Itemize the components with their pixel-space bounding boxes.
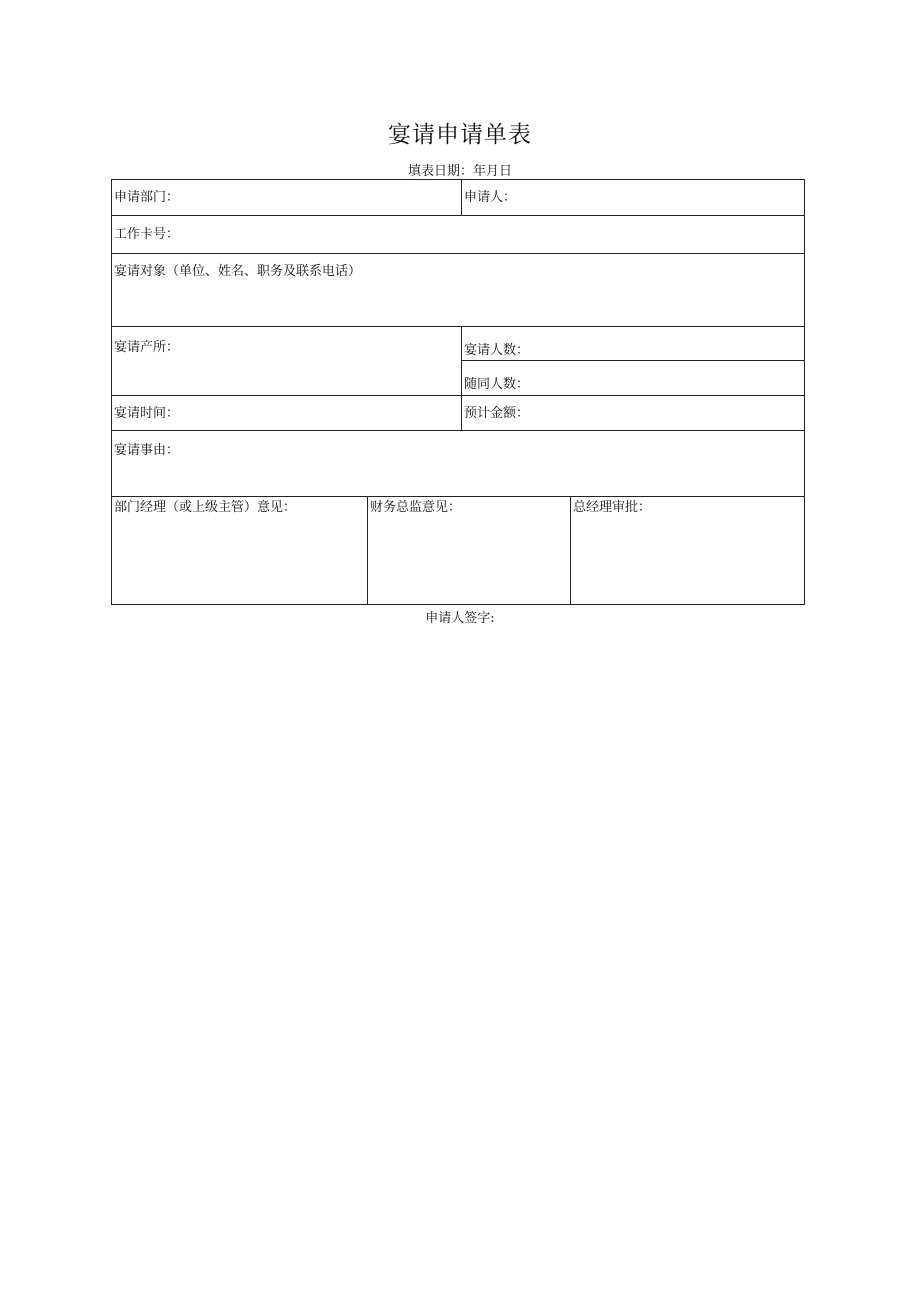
page-title: 宴请申请单表: [388, 122, 532, 148]
department-field[interactable]: 申请部门：: [114, 190, 180, 205]
row-divider: [112, 496, 804, 497]
finance-director-opinion-field[interactable]: 财务总监意见：: [370, 500, 462, 515]
row-divider: [112, 215, 804, 216]
row-divider: [112, 326, 804, 327]
row-divider: [112, 430, 804, 431]
dept-manager-opinion-field[interactable]: 部门经理（或上级主管）意见：: [114, 500, 297, 515]
fill-date-label: 填表日期：年月日: [407, 164, 512, 179]
reason-field[interactable]: 宴请事由：: [114, 443, 180, 458]
application-form-table: [111, 179, 805, 605]
general-manager-approval-field[interactable]: 总经理审批：: [573, 500, 652, 515]
companion-count-field[interactable]: 随同人数：: [464, 377, 530, 392]
venue-field[interactable]: 宴请产所：: [114, 340, 180, 355]
row-divider: [112, 253, 804, 254]
work-card-field[interactable]: 工作卡号：: [114, 227, 180, 242]
estimated-amount-field[interactable]: 预计金额：: [464, 406, 530, 421]
row-divider: [112, 395, 804, 396]
time-field[interactable]: 宴请时间：: [114, 406, 180, 421]
applicant-field[interactable]: 申请人：: [464, 190, 517, 205]
row-divider: [461, 360, 804, 361]
guest-field[interactable]: 宴请对象（单位、姓名、职务及联系电话）: [114, 264, 362, 279]
guest-count-field[interactable]: 宴请人数：: [464, 343, 530, 358]
applicant-signature-label: 申请人签字:: [425, 611, 495, 626]
